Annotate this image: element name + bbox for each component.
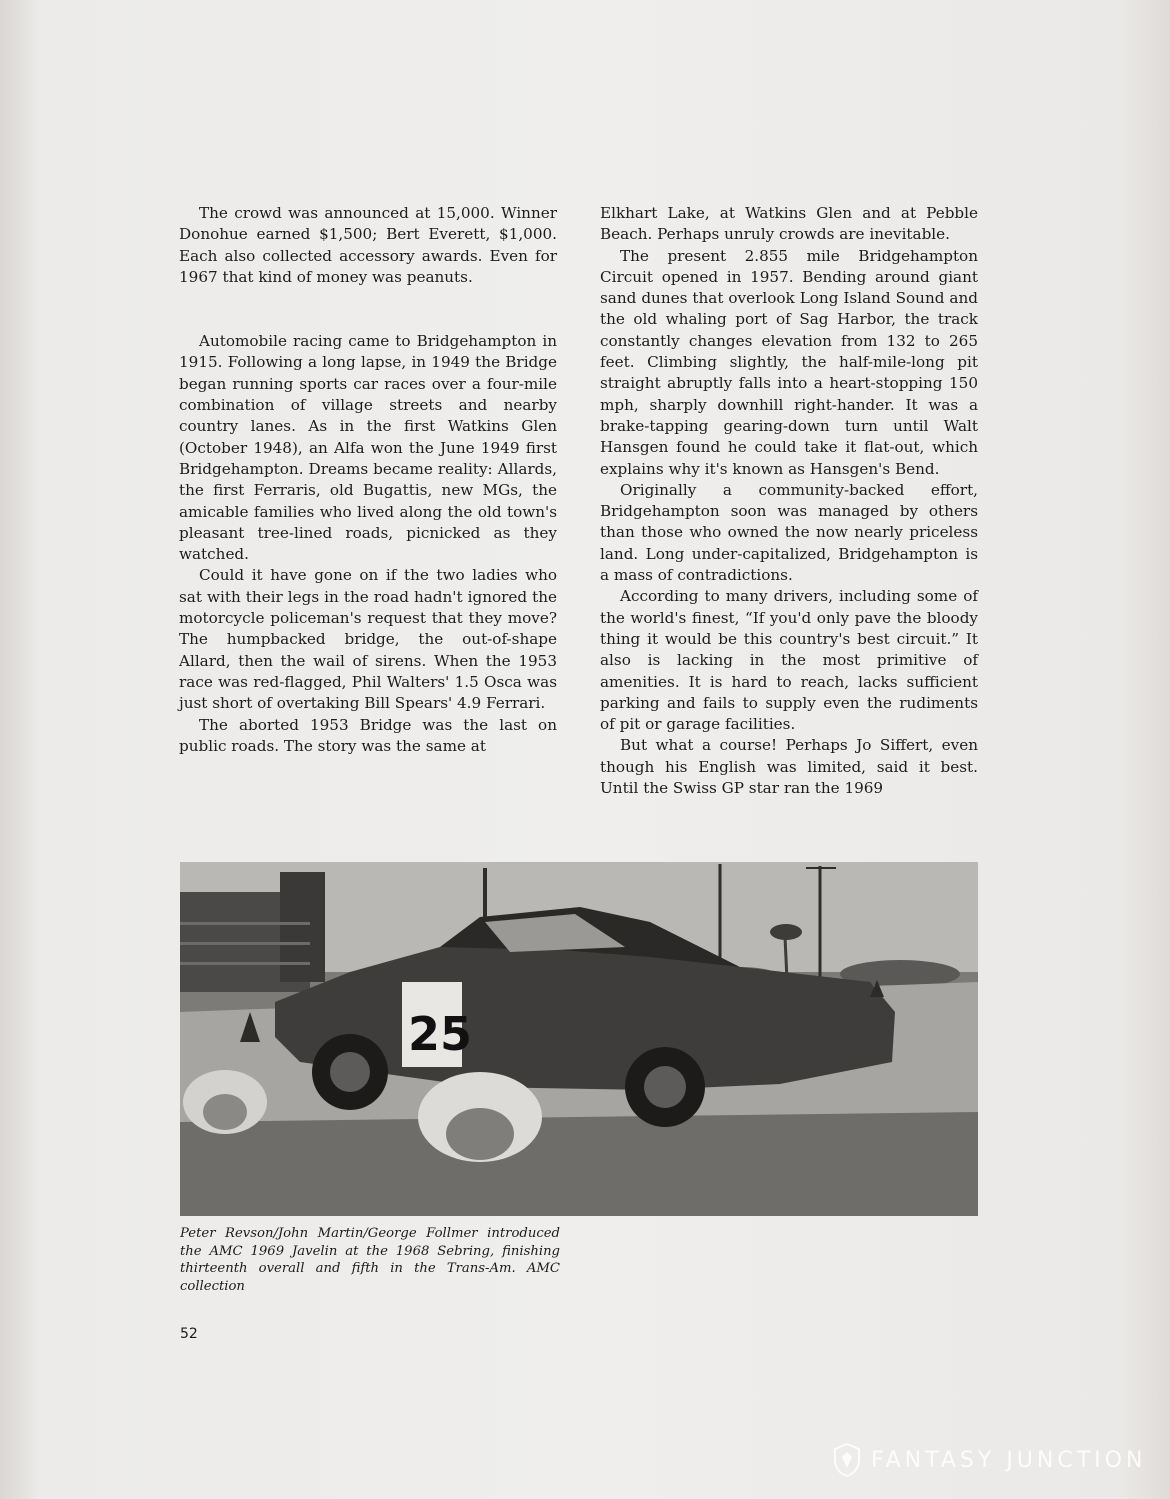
paragraph: Elkhart Lake, at Watkins Glen and at Pebble Beach. Perhaps unruly crowds are inevitable. bbox=[600, 204, 978, 244]
left-column bbox=[179, 203, 557, 757]
shield-logo-icon bbox=[833, 1442, 861, 1478]
paragraph: But what a course! Perhaps Jo Siffert, even though his English was limited, said it best. Until the Swiss GP star ran the 1969 bbox=[600, 736, 978, 798]
right-column bbox=[600, 203, 978, 799]
race-car-photo bbox=[180, 862, 978, 1216]
paragraph: The crowd was announced at 15,000. Winner Donohue earned $1,500; Bert Everett, $1,000. Each also collected accessory awards. Even for 1967 that kind of money was peanuts. bbox=[179, 204, 557, 286]
paragraph: Originally a community-backed effort, Bridgehampton soon was managed by others than those who owned the now nearly priceless land. Long under-capitalized, Bridgehampton is a mass of contradictions. bbox=[600, 480, 978, 585]
paragraph: The aborted 1953 Bridge was the last on public roads. The story was the same at bbox=[179, 715, 557, 755]
paragraph: Automobile racing came to Bridgehampton in 1915. Following a long lapse, in 1949 the Bridge began running sports car races over a four-mile combination of village streets and nearby country lanes. As in the first Watkins Glen (October 1948), an Alfa won the June 1949 first Bridgehampton. Dreams became reality: Allards, the first Ferraris, old Bugattis, new MGs, the amicable families who lived along the old town's pleasant tree-lined roads, picnicked as they watched. bbox=[179, 332, 557, 564]
car-number: 25 bbox=[408, 1007, 473, 1061]
photo-caption: Peter Revson/John Martin/George Follmer introduced the AMC 1969 Javelin at the 1968 Sebring, finishing thirteenth overall and fifth in the Trans-Am. AMC collection bbox=[180, 1226, 560, 1294]
paragraph: Could it have gone on if the two ladies who sat with their legs in the road hadn't ignored the motorcycle policeman's request that they move? The humpbacked bridge, the out-of-shape Allard, then the wail of sirens. When the 1953 race was red-flagged, Phil Walters' 1.5 Osca was just short of overtaking Bill Spears' 4.9 Ferrari. bbox=[179, 566, 557, 713]
paragraph: The present 2.855 mile Bridgehampton Circuit opened in 1957. Bending around giant sand dunes that overlook Long Island Sound and the old whaling port of Sag Harbor, the track constantly changes elevation from 132 to 265 feet. Climbing slightly, the half-mile-long pit straight abruptly falls into a heart-stopping 150 mph, sharply downhill right-hander. It was a brake-tapping gearing-down turn until Walt Hansgen found he could take it flat-out, which explains why it's known as Hansgen's Bend. bbox=[600, 246, 978, 478]
page-number: 52 bbox=[180, 1326, 198, 1342]
watermark bbox=[833, 1440, 1146, 1480]
watermark-text: FANTASY JUNCTION bbox=[871, 1447, 1147, 1473]
paragraph: According to many drivers, including some of the world's finest, “If you'd only pave the bloody thing it would be this country's best circuit.” It also is lacking in the most primitive of amenities. It is hard to reach, lacks sufficient parking and fails to supply even the rudiments of pit or garage facilities. bbox=[600, 587, 978, 734]
